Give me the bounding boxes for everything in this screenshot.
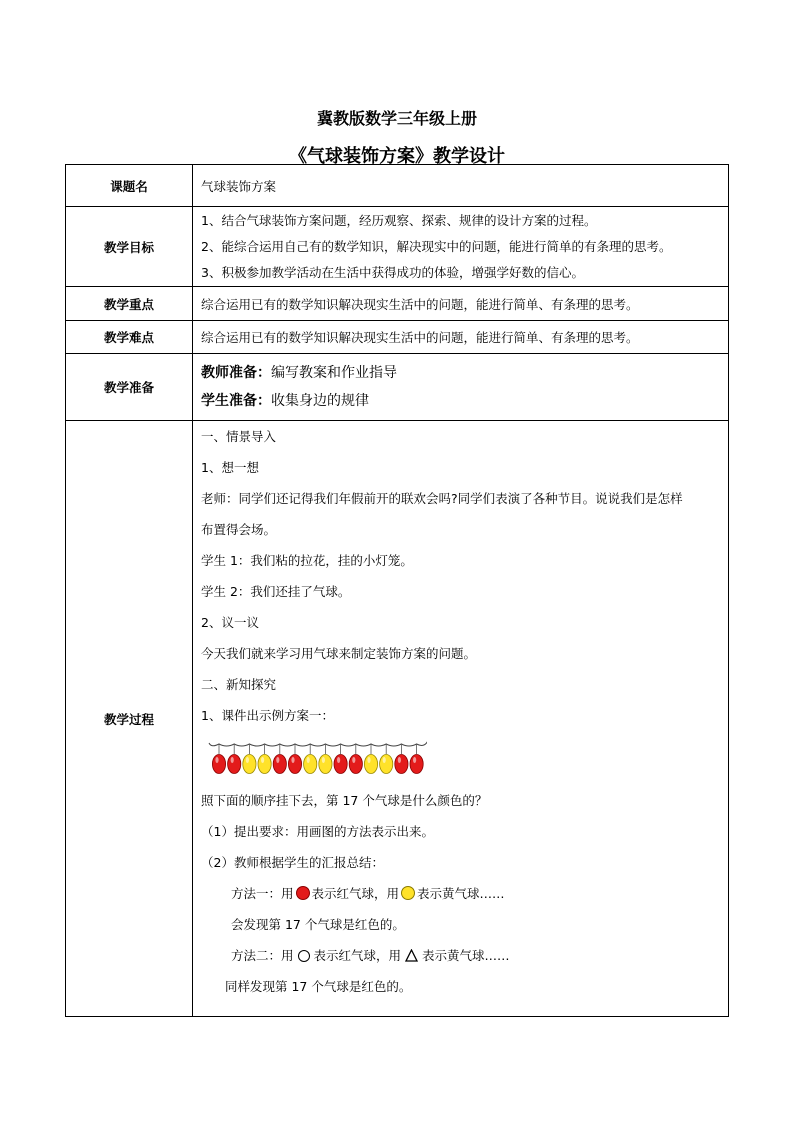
row-keypoint — [66, 287, 729, 321]
subsection-heading: 2、议一议 — [201, 615, 259, 630]
yellow-balloon — [364, 755, 377, 774]
subsection-heading: 1、想一想 — [201, 460, 259, 475]
lesson-plan-table — [65, 164, 729, 1017]
row-topic — [66, 165, 729, 207]
balloon-string-svg — [207, 737, 427, 779]
difficulty-label: 教学难点 — [66, 321, 193, 354]
balloon-highlight — [276, 757, 279, 763]
balloon-highlight — [352, 757, 355, 763]
balloon-highlight — [398, 757, 401, 763]
balloon-highlight — [261, 757, 264, 763]
section-heading: 二、新知探究 — [201, 677, 277, 692]
method-one-result: 会发现第 17 个气球是红色的。 — [231, 917, 405, 932]
method-two-result: 同样发现第 17 个气球是红色的。 — [225, 979, 412, 994]
topic-value: 气球装饰方案 — [193, 165, 729, 207]
row-process — [66, 421, 729, 1017]
yellow-balloon-icon — [401, 886, 415, 900]
process-label: 教学过程 — [66, 421, 193, 1017]
balloon-highlight — [367, 757, 370, 763]
question-text: 照下面的顺序挂下去，第 17 个气球是什么颜色的？ — [201, 793, 488, 808]
document-title: 冀教版数学三年级上册 — [316, 109, 477, 128]
student-answer-2: 学生 2：我们还挂了气球。 — [201, 584, 351, 599]
goal-item: 2、能综合运用自己有的数学知识，解决现实中的问题，能进行简单的有条理的思考。 — [201, 238, 672, 254]
red-balloon — [273, 755, 286, 774]
teacher-question-line2: 布置得会场。 — [201, 522, 277, 537]
section-heading: 一、情景导入 — [201, 429, 277, 444]
preparation-label: 教学准备 — [66, 354, 193, 421]
preparation-cell — [193, 354, 729, 421]
red-balloon — [288, 755, 301, 774]
row-goals — [66, 207, 729, 287]
student-answer-1: 学生 1：我们粘的拉花，挂的小灯笼。 — [201, 553, 413, 568]
row-preparation — [66, 354, 729, 421]
red-balloon-icon — [296, 886, 310, 900]
balloon-highlight — [231, 757, 234, 763]
method-two — [201, 940, 720, 971]
goal-item: 1、结合气球装饰方案问题，经历观察、探索、规律的设计方案的过程。 — [201, 212, 597, 228]
requirement-text: （1）提出要求：用画图的方法表示出来。 — [201, 824, 434, 839]
student-prep-value: 收集身边的规律 — [271, 393, 369, 409]
method-one-b: 表示红气球，用 — [311, 886, 400, 901]
balloon-highlight — [383, 757, 386, 763]
goal-item: 3、积极参加教学活动在生活中获得成功的体验，增强学好数的信心。 — [201, 264, 584, 280]
method-two-b: 表示红气球，用 — [313, 948, 402, 963]
process-cell — [193, 421, 729, 1017]
teacher-prep-label: 教师准备： — [201, 365, 271, 381]
summary-text: （2）教师根据学生的汇报总结： — [201, 855, 384, 870]
red-balloon — [228, 755, 241, 774]
keypoint-value: 综合运用已有的数学知识解决现实生活中的问题，能进行简单、有条理的思考。 — [193, 287, 729, 321]
yellow-balloon — [380, 755, 393, 774]
balloon-string — [209, 741, 427, 746]
keypoint-label: 教学重点 — [66, 287, 193, 321]
method-one — [201, 878, 720, 909]
row-difficulty — [66, 321, 729, 354]
discuss-text: 今天我们就来学习用气球来制定装饰方案的问题。 — [201, 646, 477, 661]
yellow-balloon — [304, 755, 317, 774]
red-balloon — [410, 755, 423, 774]
balloon-highlight — [322, 757, 325, 763]
teacher-prep-value: 编写教案和作业指导 — [271, 365, 397, 381]
topic-label: 课题名 — [66, 165, 193, 207]
student-prep-label: 学生准备： — [201, 393, 271, 409]
red-balloon — [395, 755, 408, 774]
red-balloon — [212, 755, 225, 774]
yellow-balloon — [243, 755, 256, 774]
red-balloon — [349, 755, 362, 774]
method-two-a: 方法二：用 — [231, 948, 294, 963]
yellow-balloon — [258, 755, 271, 774]
balloon-highlight — [413, 757, 416, 763]
teacher-question-line1: 老师：同学们还记得我们年假前开的联欢会吗?同学们表演了各种节目。说说我们是怎样 — [201, 491, 683, 506]
balloon-highlight — [215, 757, 218, 763]
method-one-a: 方法一：用 — [231, 886, 294, 901]
method-two-c: 表示黄气球…… — [422, 948, 510, 963]
difficulty-value: 综合运用已有的数学知识解决现实生活中的问题，能进行简单、有条理的思考。 — [193, 321, 729, 354]
method-one-c: 表示黄气球…… — [417, 886, 505, 901]
triangle-icon — [405, 949, 418, 962]
yellow-balloon — [319, 755, 332, 774]
balloon-highlight — [307, 757, 310, 763]
balloon-string-illustration — [207, 737, 427, 779]
document-subtitle: 《气球装饰方案》教学设计 — [289, 146, 505, 167]
balloon-highlight — [337, 757, 340, 763]
goals-label: 教学目标 — [66, 207, 193, 287]
circle-icon — [298, 950, 310, 962]
goals-cell — [193, 207, 729, 287]
balloon-highlight — [246, 757, 249, 763]
balloon-highlight — [291, 757, 294, 763]
subsection-heading: 1、课件出示例方案一： — [201, 708, 334, 723]
red-balloon — [334, 755, 347, 774]
